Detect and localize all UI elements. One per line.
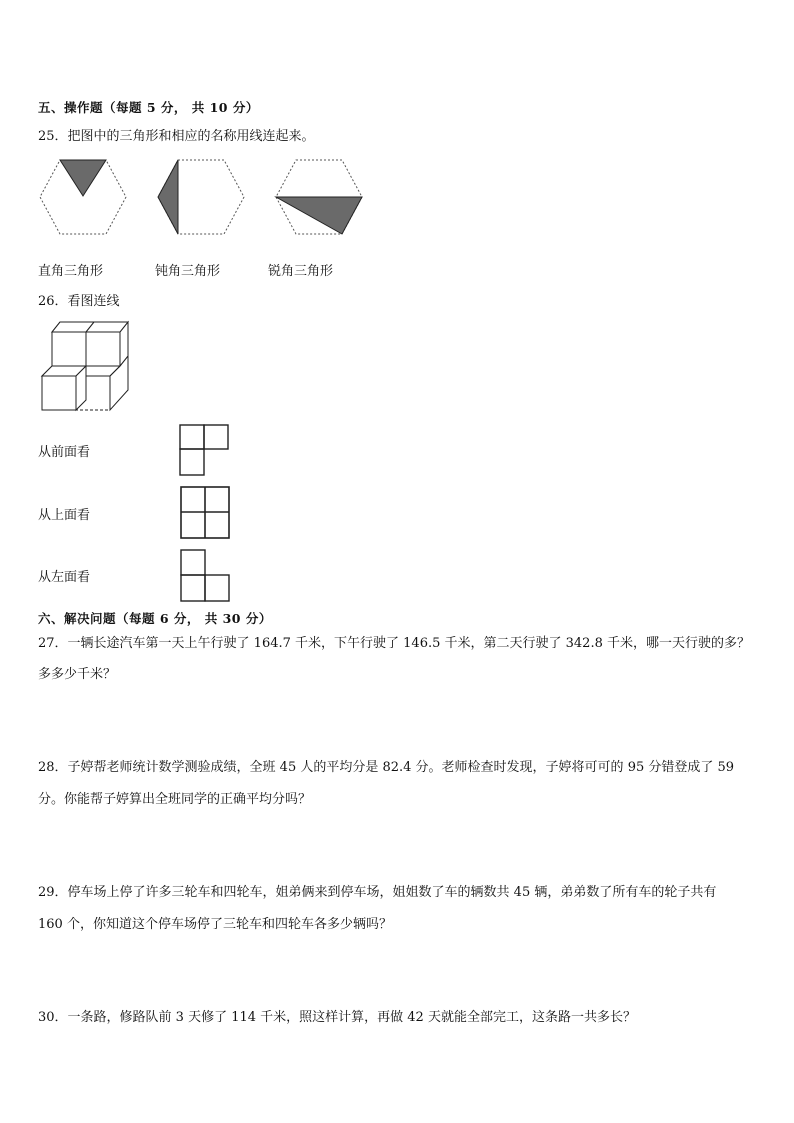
acute-triangle-shape	[276, 197, 362, 234]
label-right-triangle: 直角三角形	[38, 264, 104, 279]
question-30-line-1: 30．一条路，修路队前 3 天修了 114 千米，照这样计算，再做 42 天就能全部完工，这条路一共多长？	[38, 1010, 636, 1025]
question-27-line-1: 27．一辆长途汽车第一天上午行驶了 164.7 千米，下午行驶了 146.5 千米，第二天行驶了 342.8 千米，哪一天行驶的多？	[38, 636, 750, 651]
view-grid-2	[180, 486, 230, 539]
question-27-line-2: 多多少千米？	[38, 667, 117, 682]
label-acute-triangle: 锐角三角形	[268, 264, 334, 279]
label-obtuse-triangle: 钝角三角形	[155, 264, 221, 279]
question-25-text: 25．把图中的三角形和相应的名称用线连起来。	[38, 129, 315, 144]
label-top-view: 从上面看	[38, 508, 91, 523]
question-29-line-1: 29．停车场上停了许多三轮车和四轮车，姐弟俩来到停车场，姐姐数了车的辆数共 45 辆，弟弟数了所有车的轮子共有	[38, 885, 717, 900]
question-28-line-2: 分。你能帮子婷算出全班同学的正确平均分吗？	[38, 792, 312, 807]
right-triangle-shape	[60, 160, 106, 196]
cube-stack-figure	[40, 320, 132, 414]
hexagon-figure-1	[38, 158, 128, 236]
question-26-text: 26．看图连线	[38, 294, 120, 309]
view-grid-1	[179, 424, 229, 476]
question-29-line-2: 160 个，你知道这个停车场停了三轮车和四轮车各多少辆吗？	[38, 917, 392, 932]
view-grid-3	[180, 549, 230, 602]
hexagon-figure-2	[156, 158, 246, 236]
question-28-line-1: 28．子婷帮老师统计数学测验成绩，全班 45 人的平均分是 82.4 分。老师检查时发现，子婷将可可的 95 分错登成了 59	[38, 760, 735, 775]
section-5-title: 五、操作题（每题 5 分， 共 10 分）	[38, 100, 259, 115]
hexagon-figure-3	[274, 158, 364, 236]
label-left-view: 从左面看	[38, 570, 91, 585]
section-6-title: 六、解决问题（每题 6 分， 共 30 分）	[38, 611, 272, 626]
obtuse-triangle-shape	[158, 160, 178, 234]
label-front-view: 从前面看	[38, 445, 91, 460]
